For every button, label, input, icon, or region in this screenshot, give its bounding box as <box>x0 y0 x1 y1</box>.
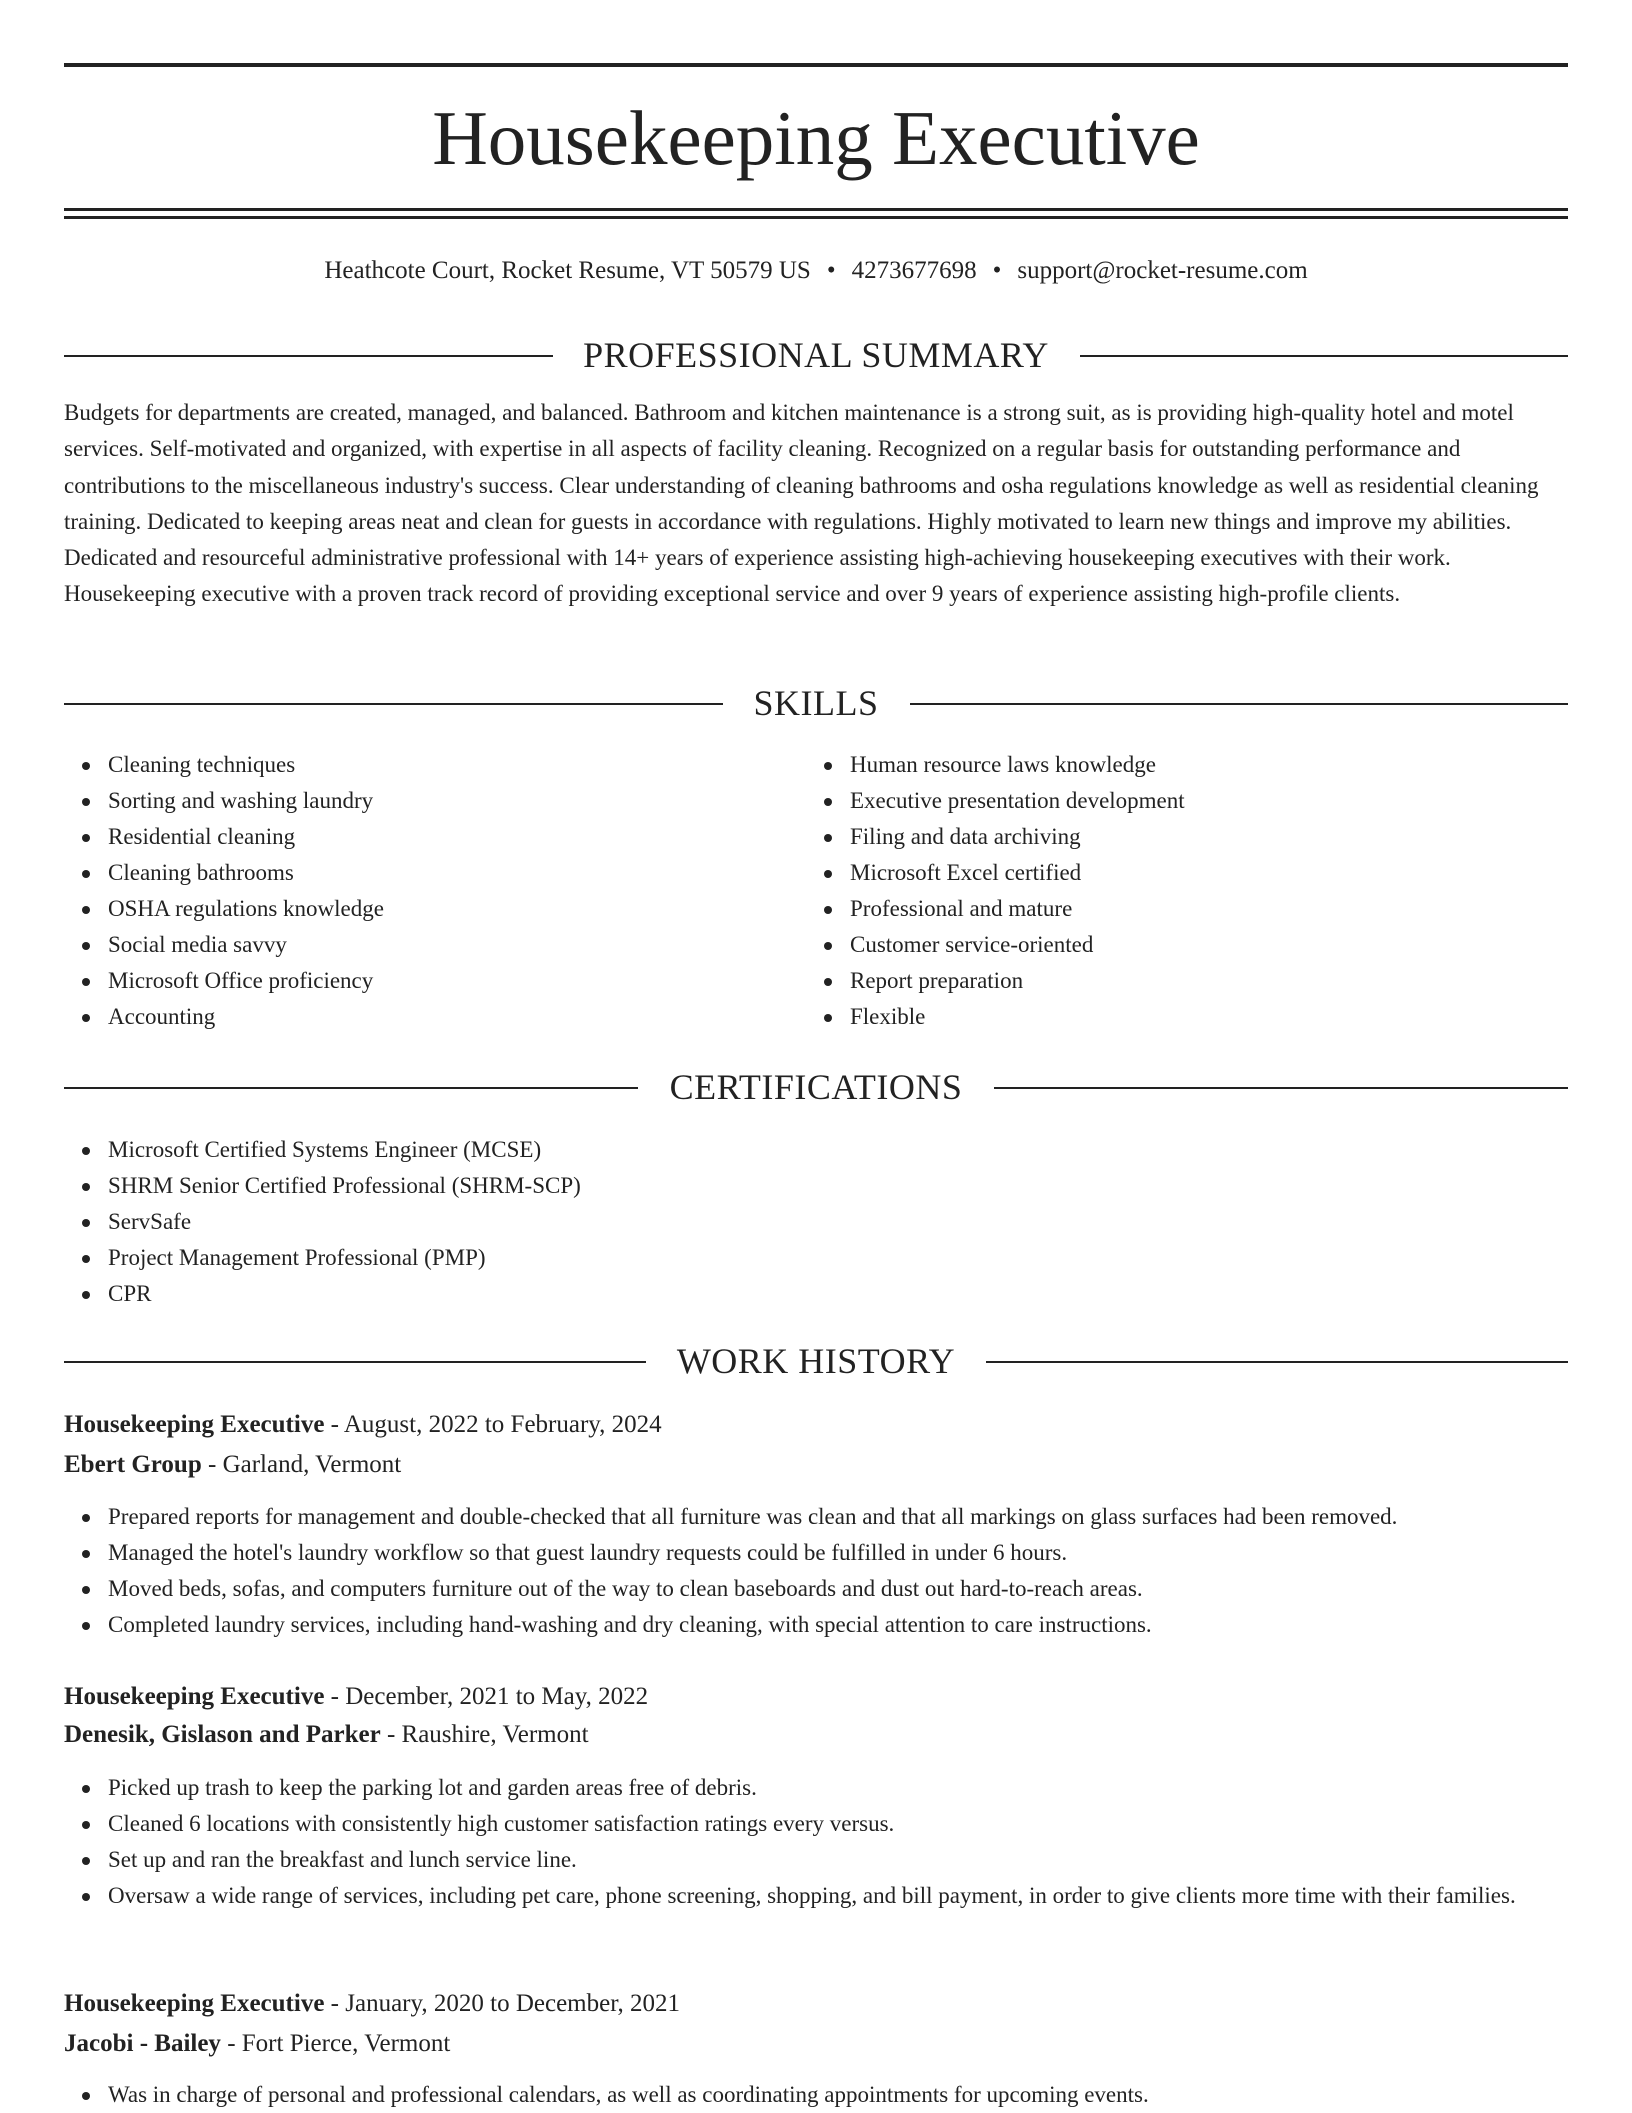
list-item: Was in charge of personal and professional calendars, as well as coordinating appointments for upcoming events. <box>64 2077 1568 2113</box>
job-title: Housekeeping Executive <box>64 1411 325 1438</box>
contact-email: support@rocket-resume.com <box>1017 257 1308 284</box>
job-location: - Raushire, Vermont <box>380 1721 589 1748</box>
job-location: - Garland, Vermont <box>201 1451 402 1478</box>
job-title-line <box>64 1679 648 1715</box>
section-header-work-history <box>64 1341 1568 1381</box>
list-item: Set up and ran the breakfast and lunch service line. <box>64 1842 1568 1878</box>
list-item: Cleaning bathrooms <box>64 855 804 891</box>
list-item: Completed laundry services, including hand-washing and dry cleaning, with special attention to care instructions. <box>64 1607 1568 1643</box>
section-header-skills <box>64 683 1568 723</box>
list-item: Accounting <box>64 999 804 1035</box>
list-item: OSHA regulations knowledge <box>64 891 804 927</box>
section-title: PROFESSIONAL SUMMARY <box>583 335 1049 375</box>
list-item: Cleaned 6 locations with consistently high customer satisfaction ratings every versus. <box>64 1806 1568 1842</box>
top-rule <box>64 63 1568 67</box>
list-item: Microsoft Certified Systems Engineer (MCSE) <box>64 1132 1568 1168</box>
list-item: Prepared reports for management and double-checked that all furniture was clean and that all markings on glass surfaces had been removed. <box>64 1499 1568 1535</box>
job-title: Housekeeping Executive <box>64 1683 325 1710</box>
list-item: Microsoft Office proficiency <box>64 963 804 999</box>
list-item: Filing and data archiving <box>806 819 1568 855</box>
job-title-line <box>64 1986 680 2022</box>
job-bullets <box>64 1770 1568 1914</box>
contact-address: Heathcote Court, Rocket Resume, VT 50579 US <box>324 257 811 284</box>
header-double-rule-bottom <box>64 216 1568 219</box>
list-item: Cleaning techniques <box>64 747 804 783</box>
job-bullets <box>64 1499 1568 1643</box>
list-item: Sorting and washing laundry <box>64 783 804 819</box>
list-item: Managed the hotel's laundry workflow so that guest laundry requests could be fulfilled in under 6 hours. <box>64 1535 1568 1571</box>
section-header-certifications <box>64 1067 1568 1107</box>
job-company: Denesik, Gislason and Parker <box>64 1721 381 1748</box>
list-item: Project Management Professional (PMP) <box>64 1240 1568 1276</box>
list-item: Picked up trash to keep the parking lot and garden areas free of debris. <box>64 1770 1568 1806</box>
list-item: CPR <box>64 1276 1568 1312</box>
list-item: Flexible <box>806 999 1568 1035</box>
job-bullets <box>64 2077 1568 2113</box>
job-title-line <box>64 1407 662 1443</box>
list-item: Moved beds, sofas, and computers furniture out of the way to clean baseboards and dust out hard-to-reach areas. <box>64 1571 1568 1607</box>
contact-line <box>64 254 1568 288</box>
contact-phone: 4273677698 <box>851 257 977 284</box>
list-item: SHRM Senior Certified Professional (SHRM-SCP) <box>64 1168 1568 1204</box>
list-item: Oversaw a wide range of services, including pet care, phone screening, shopping, and bill payment, in order to give clients more time with their families. <box>64 1878 1568 1914</box>
job-company-line <box>64 1717 589 1753</box>
certifications-list <box>64 1132 1568 1312</box>
job-company-line <box>64 1447 401 1483</box>
job-company: Ebert Group <box>64 1451 202 1478</box>
job-title: Housekeeping Executive <box>64 1990 325 2017</box>
section-title: SKILLS <box>753 683 879 723</box>
list-item: Customer service-oriented <box>806 927 1568 963</box>
job-dates: - January, 2020 to December, 2021 <box>324 1990 681 2017</box>
section-title: WORK HISTORY <box>676 1341 956 1381</box>
list-item: Social media savvy <box>64 927 804 963</box>
job-company-line <box>64 2026 450 2062</box>
list-item: Residential cleaning <box>64 819 804 855</box>
job-location: - Fort Pierce, Vermont <box>220 2030 451 2057</box>
job-dates: - August, 2022 to February, 2024 <box>324 1411 662 1438</box>
section-title: CERTIFICATIONS <box>669 1067 963 1107</box>
list-item: Microsoft Excel certified <box>806 855 1568 891</box>
section-header-summary <box>64 335 1568 375</box>
resume-name: Housekeeping Executive <box>432 95 1200 181</box>
list-item: Professional and mature <box>806 891 1568 927</box>
job-dates: - December, 2021 to May, 2022 <box>324 1683 649 1710</box>
skills-list-right <box>806 747 1568 1035</box>
job-company: Jacobi - Bailey <box>64 2030 221 2057</box>
header-double-rule-top <box>64 208 1568 211</box>
list-item: Executive presentation development <box>806 783 1568 819</box>
list-item: Human resource laws knowledge <box>806 747 1568 783</box>
list-item: Report preparation <box>806 963 1568 999</box>
skills-list-left <box>64 747 804 1035</box>
summary-text: Budgets for departments are created, managed, and balanced. Bathroom and kitchen maintenance is a strong suit, as is providing high-quality hotel and motel services. Self-motivated and organized, with expertise in all aspects of facility cleaning. Recognized on a regular basis for outstanding performance and contributions to the miscellaneous industry's success. Clear understanding of cleaning bathrooms and osha regulations knowledge as well as residential cleaning training. Dedicated to keeping areas neat and clean for guests in accordance with regulations. Highly motivated to learn new things and improve my abilities. Dedicated and resourceful administrative professional with 14+ years of experience assisting high-achieving housekeeping executives with their work. Housekeeping executive with a proven track record of providing exceptional service and over 9 years of experience assisting high-profile clients. <box>64 400 1539 607</box>
contact-separator: • <box>826 257 836 284</box>
contact-separator: • <box>992 257 1002 284</box>
list-item: ServSafe <box>64 1204 1568 1240</box>
